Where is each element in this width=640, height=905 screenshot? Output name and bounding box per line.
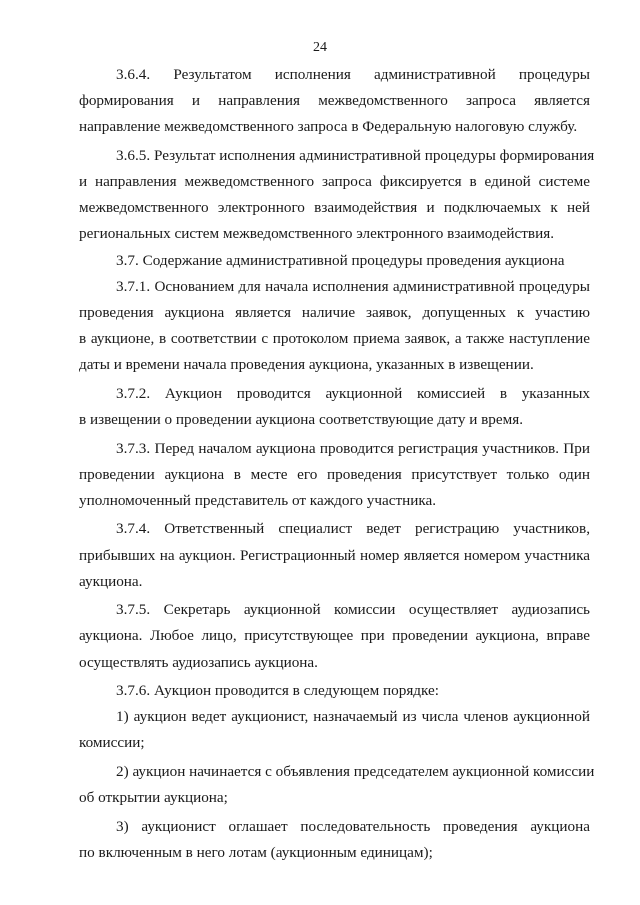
- paragraph-3-7-3: [79, 436, 590, 515]
- text-line: 3.7.2. Аукцион проводится аукционной комиссией в указанных: [116, 384, 590, 402]
- text-line: 3) аукционист оглашает последовательность проведения аукциона: [116, 817, 590, 835]
- text-line: 2) аукцион начинается с объявления председателем аукционной комиссии: [116, 762, 595, 780]
- text-line: комиссии;: [79, 734, 145, 752]
- paragraph-3-7-5: [79, 597, 590, 676]
- text-line: в аукционе, в соответствии с протоколом приема заявок, а также наступление: [79, 330, 590, 348]
- list-item-1: [79, 704, 590, 756]
- list-item-2: [79, 759, 595, 811]
- paragraph-3-6-4: [79, 62, 590, 141]
- text-line: 3.7.4. Ответственный специалист ведет регистрацию участников,: [116, 520, 590, 538]
- text-line: в извещении о проведении аукциона соответствующие дату и время.: [79, 411, 524, 429]
- paragraph-3-7-1: [79, 274, 590, 379]
- section-heading-3-7: [79, 248, 590, 274]
- text-line: проведения аукциона является наличие заявок, допущенных к участию: [79, 303, 590, 321]
- text-line: 3.6.5. Результат исполнения административной процедуры формирования: [116, 146, 595, 164]
- text-line: региональных систем межведомственного электронного взаимодействия.: [79, 225, 555, 243]
- text-line: даты и времени начала проведения аукциона, указанных в извещении.: [79, 356, 534, 374]
- text-line: формирования и направления межведомственного запроса является: [79, 92, 590, 110]
- page-number: 24: [313, 40, 327, 55]
- text-line: аукциона. Любое лицо, присутствующее при проведении аукциона, вправе: [79, 627, 590, 645]
- paragraph-3-7-2: [79, 381, 590, 433]
- text-line: 1) аукцион ведет аукционист, назначаемый из числа членов аукционной: [116, 708, 590, 726]
- text-line: 3.7.5. Секретарь аукционной комиссии осуществляет аудиозапись: [116, 601, 590, 619]
- paragraph-3-6-5: [79, 143, 595, 248]
- text-line: по включенным в него лотам (аукционным единицам);: [79, 843, 433, 861]
- text-line: проведении аукциона в месте его проведения присутствует только один: [79, 465, 590, 483]
- text-line: 3.6.4. Результатом исполнения административной процедуры: [116, 66, 590, 83]
- paragraph-3-7-4: [79, 516, 590, 595]
- text-line: прибывших на аукцион. Регистрационный номер является номером участника: [79, 546, 590, 564]
- paragraph-3-7-6: [79, 678, 590, 704]
- text-line: 3.7.1. Основанием для начала исполнения административной процедуры: [116, 277, 590, 295]
- text-line: 3.7.3. Перед началом аукциона проводится регистрация участников. При: [116, 439, 590, 457]
- text-line: уполномоченный представитель от каждого участника.: [79, 491, 437, 509]
- text-line: направление межведомственного запроса в Федеральную налоговую службу.: [79, 118, 578, 136]
- text-line: об открытии аукциона;: [79, 789, 228, 807]
- text-line: и направления межведомственного запроса фиксируется в единой системе: [79, 173, 590, 191]
- list-item-3: [79, 814, 590, 866]
- document-body: [79, 62, 595, 866]
- text-line: 3.7.6. Аукцион проводится в следующем порядке:: [116, 682, 439, 700]
- text-line: 3.7. Содержание административной процедуры проведения аукциона: [116, 251, 565, 269]
- text-line: межведомственного электронного взаимодействия и подключаемых к ней: [79, 199, 590, 217]
- text-line: аукциона.: [79, 572, 143, 590]
- text-line: осуществлять аудиозапись аукциона.: [79, 653, 318, 671]
